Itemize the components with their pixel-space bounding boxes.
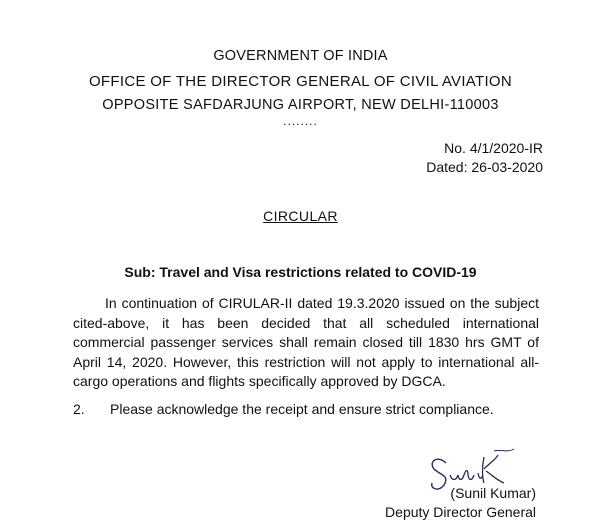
item-text: Please acknowledge the receipt and ensure strict compliance. — [110, 401, 494, 417]
header-address: OPPOSITE SAFDARJUNG AIRPORT, NEW DELHI-110003 — [102, 97, 499, 113]
paragraph-1: In continuation of CIRULAR-II dated 19.3.2020 issued on the subject cited-above, it has been decided that all scheduled international commercial passenger services shall remain closed till 1830 hrs GMT of April 14, 2020. However, this restriction will not apply to international all-cargo operations and flights specifically approved by DGCA. — [73, 295, 539, 389]
signatory-designation: Deputy Director General — [385, 504, 536, 520]
reference-number: No. 4/1/2020-IR — [444, 140, 543, 156]
header-government: GOVERNMENT OF INDIA — [213, 48, 388, 64]
header-office: OFFICE OF THE DIRECTOR GENERAL OF CIVIL AVIATION — [88, 73, 513, 90]
header-separator: ........ — [283, 114, 318, 128]
numbered-item-2 — [73, 401, 543, 417]
reference-date: Dated: 26-03-2020 — [426, 159, 543, 175]
item-number: 2. — [73, 401, 85, 417]
document-type-title: CIRCULAR — [263, 208, 338, 224]
subject-line: Sub: Travel and Visa restrictions related to COVID-19 — [124, 264, 477, 280]
signatory-name: (Sunil Kumar) — [450, 485, 536, 501]
